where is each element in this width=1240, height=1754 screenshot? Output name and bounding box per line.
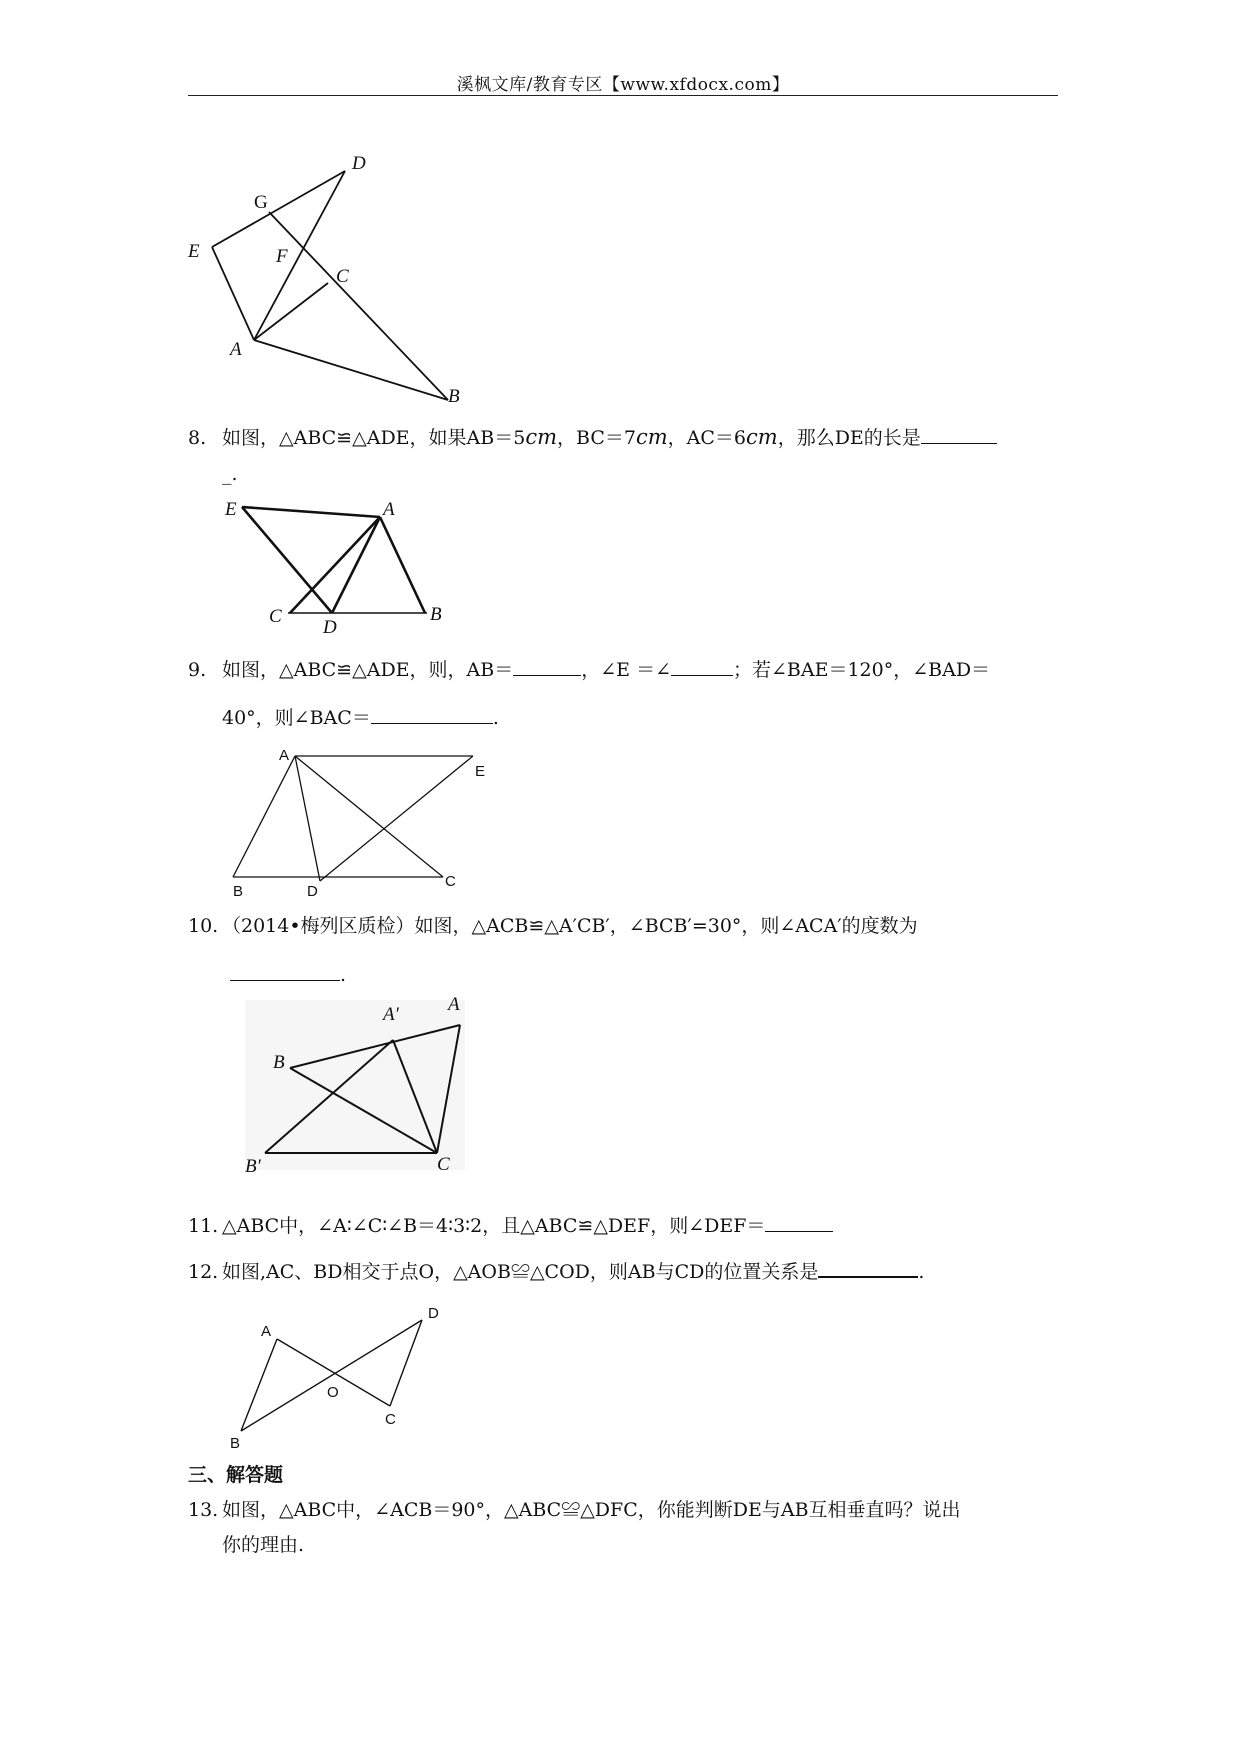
- question-text: 如图，△ABC≌△ADE，如果AB＝5: [222, 427, 526, 449]
- unit-cm: cm: [635, 425, 668, 449]
- label-E: E: [188, 241, 200, 262]
- answer-blank[interactable]: [371, 705, 493, 724]
- label-B-prime: B′: [245, 1156, 261, 1177]
- segment-EA: [212, 247, 254, 340]
- figure-q12: [225, 1300, 445, 1450]
- question-text: 如图，△ABC≌△ADE，则，AB＝: [222, 659, 514, 681]
- label-A: A: [230, 339, 242, 360]
- question-text: ，AC＝6: [667, 427, 747, 449]
- label-E: E: [225, 499, 237, 520]
- label-B: B: [448, 386, 460, 407]
- unit-cm: cm: [525, 425, 558, 449]
- question-text: ，BC＝7: [557, 427, 636, 449]
- answer-blank[interactable]: [921, 425, 997, 444]
- question-text: ，那么DE的长是: [777, 427, 921, 449]
- label-C: C: [437, 1154, 450, 1175]
- header-rule: [188, 95, 1058, 96]
- label-O: O: [327, 1384, 339, 1401]
- label-C: C: [385, 1411, 396, 1428]
- label-D: D: [323, 617, 337, 638]
- question-10-line2: [230, 962, 346, 987]
- question-text: △ABC中，∠A∶∠C∶∠B＝4∶3∶2，且△ABC≌△DEF，则∠DEF＝: [222, 1215, 766, 1237]
- label-C: C: [445, 873, 456, 890]
- question-12: [188, 1258, 924, 1284]
- label-C: C: [336, 266, 349, 287]
- figure-background: [245, 1000, 465, 1170]
- answer-blank[interactable]: [765, 1213, 833, 1232]
- question-text: ；若∠BAE＝120°，∠BAD＝: [732, 659, 991, 681]
- question-text: ，∠E ＝∠: [581, 659, 671, 681]
- question-9-line2: [222, 705, 499, 730]
- question-number: 13.: [188, 1499, 219, 1521]
- section-title: 三、解答题: [188, 1464, 284, 1486]
- label-F: F: [276, 246, 288, 267]
- period: .: [492, 707, 499, 729]
- label-D: D: [428, 1305, 439, 1322]
- question-13: [188, 1498, 961, 1522]
- question-number: 11.: [188, 1215, 219, 1237]
- question-text: 如图，△ABC中，∠ACB＝90°，△ABC≌△DFC，你能判断DE与AB互相垂直吗？说出: [222, 1499, 961, 1521]
- period: .: [918, 1261, 925, 1283]
- answer-blank[interactable]: [818, 1258, 918, 1278]
- question-text: 如图,AC、BD相交于点O，△AOB≌△COD，则AB与CD的位置关系是: [222, 1261, 819, 1283]
- figure-q9: [225, 748, 495, 898]
- figure-q10: [245, 994, 475, 1180]
- question-number: 12.: [188, 1261, 219, 1283]
- question-text: 40°，则∠BAC＝: [222, 707, 371, 729]
- label-A: A: [279, 747, 290, 764]
- page-header: 溪枫文库/教育专区【www.xfdocx.com】: [456, 75, 790, 95]
- period: .: [340, 964, 347, 986]
- label-G: G: [254, 192, 268, 213]
- label-A-prime: A′: [383, 1004, 399, 1025]
- label-A: A: [261, 1323, 272, 1340]
- label-C: C: [269, 606, 282, 627]
- unit-cm: cm: [746, 425, 778, 449]
- figure-q7: [180, 150, 460, 407]
- answer-blank[interactable]: [230, 962, 340, 981]
- question-number: 8.: [188, 427, 207, 449]
- label-B: B: [273, 1052, 285, 1073]
- question-10: [188, 914, 918, 938]
- question-9: [188, 657, 990, 682]
- answer-blank[interactable]: [513, 657, 581, 676]
- label-B: B: [430, 604, 442, 625]
- question-number: 9.: [188, 659, 207, 681]
- question-13-line2: 你的理由.: [222, 1534, 305, 1556]
- label-D: D: [307, 883, 318, 900]
- segment-AC: [254, 283, 328, 340]
- question-text: （2014•梅列区质检）如图，△ACB≌△A′CB′，∠BCB′=30°，则∠ACA′的度数为: [222, 915, 918, 937]
- label-A: A: [383, 499, 395, 520]
- label-D: D: [352, 153, 366, 174]
- answer-blank[interactable]: [671, 657, 733, 676]
- question-11: [188, 1213, 833, 1238]
- question-number: 10.: [188, 915, 219, 937]
- label-E: E: [475, 763, 486, 780]
- question-8-tail: _.: [222, 463, 238, 485]
- label-A: A: [448, 994, 460, 1015]
- label-B: B: [230, 1435, 241, 1452]
- figure-q8: [220, 495, 450, 638]
- label-B: B: [233, 883, 244, 900]
- question-8: [188, 425, 997, 450]
